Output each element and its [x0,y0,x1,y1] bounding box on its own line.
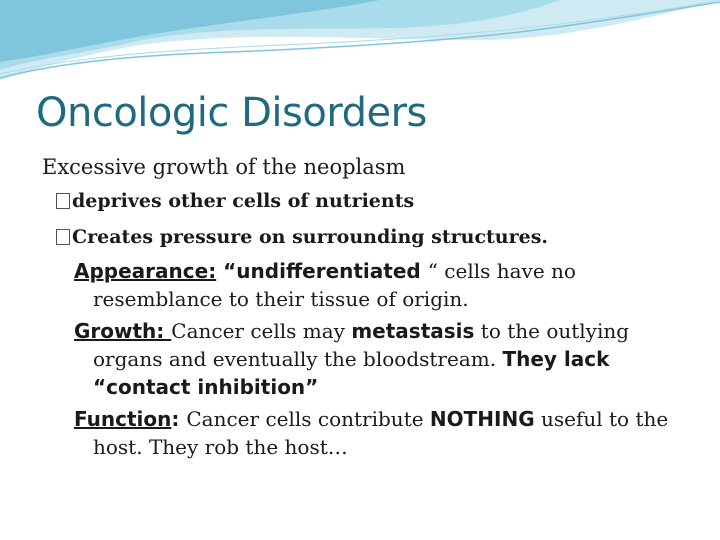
appearance-emphasis: “undifferentiated [216,259,428,283]
appearance-term: Appearance: [74,259,217,283]
bullet-text: Creates pressure on surrounding structures. [72,226,549,248]
slide-body [42,155,702,465]
header-wave-decoration [0,0,720,100]
appearance-text: “ cells have no resemblance to their tissue of origin. [93,259,576,311]
function-text-2: useful to the host. They rob the host… [93,407,669,459]
function-paragraph [74,405,702,461]
bullet-nutrients [56,185,702,217]
growth-text-2: to the outlying organs and eventually the bloodstream. [93,319,630,371]
growth-paragraph [74,317,702,401]
growth-emphasis: metastasis [351,319,475,343]
function-term: Function [74,407,172,431]
growth-text: Cancer cells may [171,319,352,343]
appearance-paragraph [74,257,702,313]
missing-glyph-icon [56,229,70,245]
bullet-text: deprives other cells of nutrients [72,190,415,212]
growth-term: Growth: [74,319,172,343]
function-colon: : [171,407,187,431]
subheading: Excessive growth of the neoplasm [42,155,406,179]
function-emphasis: NOTHING [429,407,535,431]
bullet-pressure [56,221,702,253]
slide-title: Oncologic Disorders [36,90,427,136]
function-text: Cancer cells contribute [186,407,430,431]
missing-glyph-icon [56,193,70,209]
growth-emphasis-2: They lack “contact inhibition” [93,347,610,399]
